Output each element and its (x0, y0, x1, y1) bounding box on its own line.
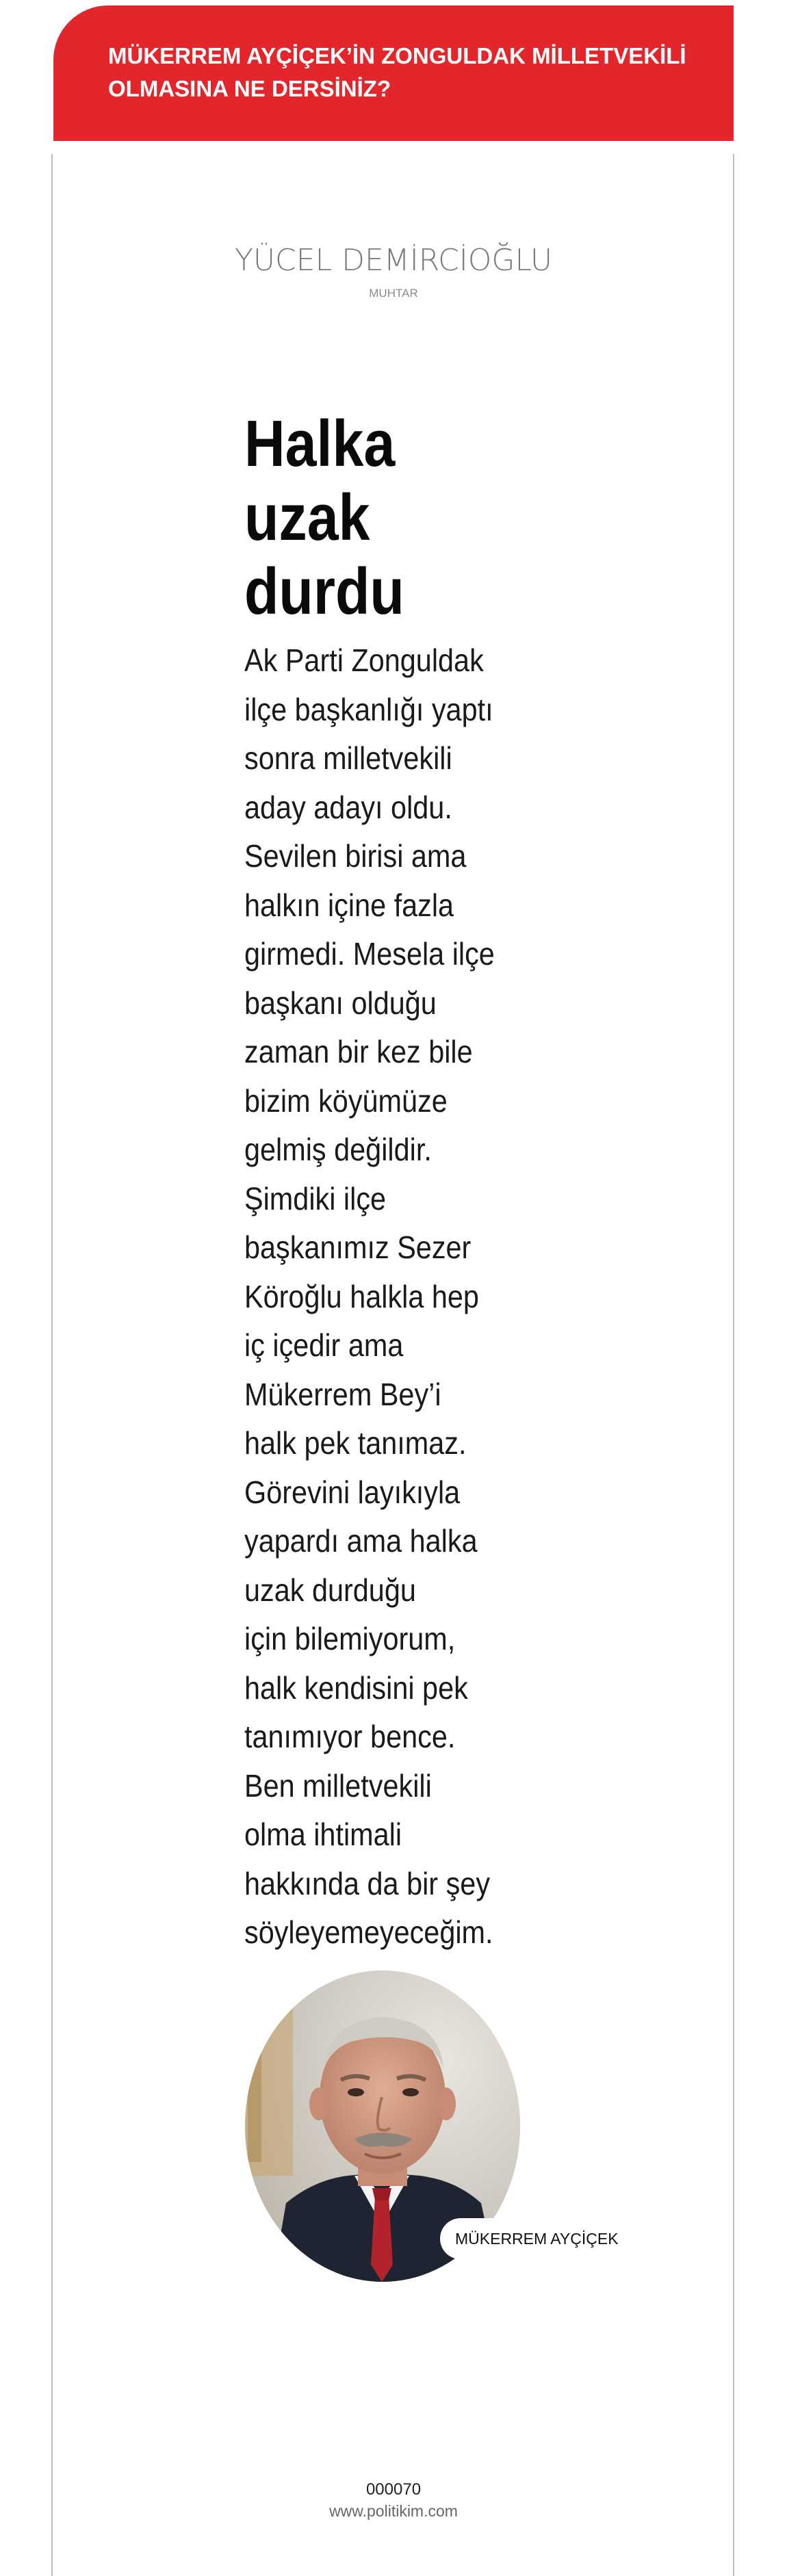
photo-caption: MÜKERREM AYÇİÇEK (440, 2218, 625, 2259)
body-line: tanımıyor bence. (244, 1719, 456, 1754)
body-line: Köroğlu halkla hep (244, 1278, 479, 1314)
body-line: aday adayı oldu. (244, 789, 452, 825)
website-link[interactable]: www.politikim.com (329, 2502, 458, 2520)
body-line: halk pek tanımaz. (244, 1425, 467, 1461)
body-line: ilçe başkanlığı yaptı (244, 691, 493, 727)
body-line: gelmiş değildir. (244, 1132, 432, 1167)
body-line: Mükerrem Bey’i (244, 1376, 441, 1412)
body-line: söyleyemeyeceğim. (244, 1914, 493, 1950)
banner-title-line-1: MÜKERREM AYÇİÇEK’İN ZONGULDAK MİLLETVEKİLİ (108, 43, 686, 68)
body-line: yapardı ama halka (244, 1523, 478, 1559)
headline-line: Halka (244, 407, 396, 480)
body-line: Sevilen birisi ama (244, 838, 467, 874)
body-line: sonra milletvekili (244, 740, 452, 776)
banner-title-line-2: OLMASINA NE DERSİNİZ? (108, 76, 391, 101)
headline-banner (53, 5, 734, 141)
author-name: YÜCEL DEMİRCİOĞLU (234, 243, 553, 278)
body-line: Ak Parti Zonguldak (244, 642, 484, 678)
body-line: halk kendisini pek (244, 1669, 468, 1706)
headline-line: durdu (244, 555, 404, 628)
body-line: Görevini layıkıyla (244, 1474, 461, 1510)
body-line: Şimdiki ilçe (244, 1180, 387, 1217)
body-line: zaman bir kez bile (244, 1034, 473, 1069)
body-line: başkanı olduğu (244, 985, 437, 1021)
body-line: iç içedir ama (244, 1327, 404, 1363)
body-line: girmedi. Mesela ilçe (244, 936, 495, 972)
body-line: halkın içine fazla (244, 887, 454, 923)
page-number: 000070 (365, 2480, 422, 2499)
body-line: hakkında da bir şey (244, 1865, 491, 1901)
banner-title (108, 40, 724, 105)
body-line: Ben milletvekili (244, 1767, 432, 1804)
body-line: için bilemiyorum, (244, 1621, 456, 1656)
article-headline (244, 407, 480, 629)
body-line: olma ihtimali (244, 1817, 402, 1852)
article-body (244, 636, 503, 1957)
body-line: başkanımız Sezer (244, 1230, 472, 1265)
headline-line: uzak (244, 481, 370, 554)
body-line: uzak durduğu (244, 1572, 416, 1608)
author-role: MUHTAR (369, 287, 418, 300)
body-line: bizim köyümüze (244, 1082, 448, 1119)
